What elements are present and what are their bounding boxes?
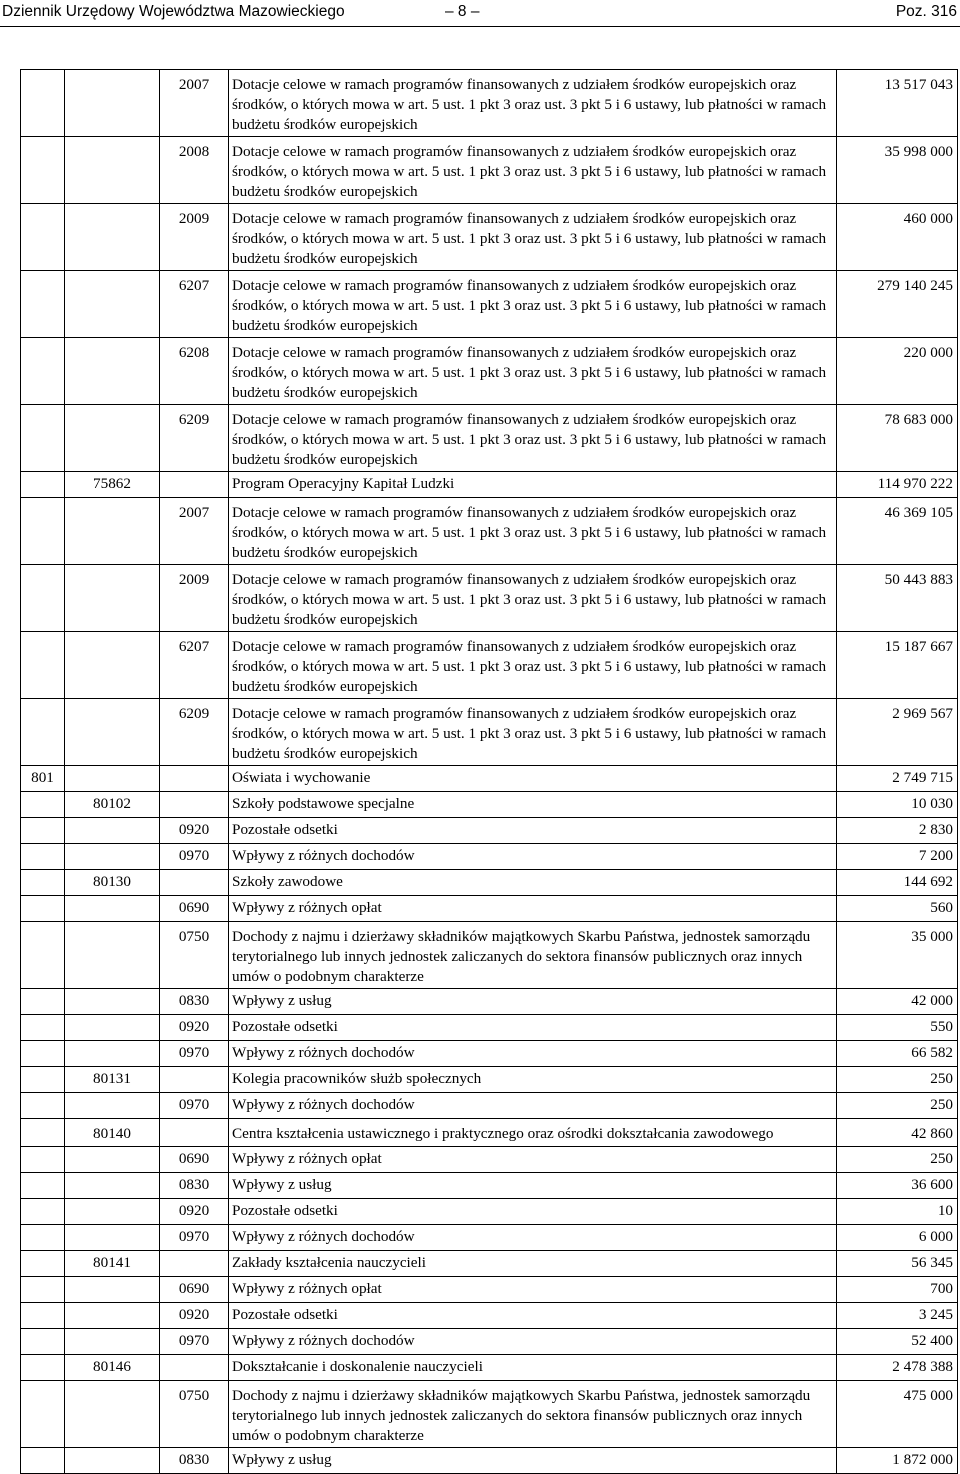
rozdzial-cell <box>65 498 160 565</box>
amount-cell: 10 030 <box>837 792 958 818</box>
description-cell: Dokształcanie i doskonalenie nauczycieli <box>229 1355 837 1381</box>
amount-cell: 220 000 <box>837 338 958 405</box>
dzial-cell <box>21 870 65 896</box>
amount-cell: 2 749 715 <box>837 766 958 792</box>
rozdzial-cell <box>65 1147 160 1173</box>
amount-cell: 52 400 <box>837 1329 958 1355</box>
dzial-cell <box>21 70 65 137</box>
description-cell: Wpływy z różnych dochodów <box>229 1041 837 1067</box>
table-row <box>21 1448 958 1474</box>
dzial-cell <box>21 405 65 472</box>
description-cell: Dotacje celowe w ramach programów finansowanych z udziałem środków europejskich oraz środków, o których mowa w art. 5 ust. 1 pkt 3 oraz ust. 3 pkt 5 i 6 ustawy, lub płatności w ramach budżetu środków europejskich <box>229 271 837 338</box>
table-row <box>21 632 958 699</box>
rozdzial-cell <box>65 405 160 472</box>
description-cell: Dotacje celowe w ramach programów finansowanych z udziałem środków europejskich oraz środków, o których mowa w art. 5 ust. 1 pkt 3 oraz ust. 3 pkt 5 i 6 ustawy, lub płatności w ramach budżetu środków europejskich <box>229 338 837 405</box>
amount-cell: 15 187 667 <box>837 632 958 699</box>
table-row <box>21 498 958 565</box>
rozdzial-cell <box>65 896 160 922</box>
rozdzial-cell <box>65 204 160 271</box>
paragraf-cell <box>160 792 229 818</box>
amount-cell: 250 <box>837 1147 958 1173</box>
rozdzial-cell <box>65 844 160 870</box>
rozdzial-cell <box>65 989 160 1015</box>
dzial-cell <box>21 1251 65 1277</box>
dzial-cell <box>21 699 65 766</box>
table-row <box>21 271 958 338</box>
amount-cell: 7 200 <box>837 844 958 870</box>
rozdzial-cell: 80141 <box>65 1251 160 1277</box>
amount-cell: 460 000 <box>837 204 958 271</box>
paragraf-cell: 0920 <box>160 1015 229 1041</box>
table-row <box>21 137 958 204</box>
dzial-cell <box>21 1041 65 1067</box>
dzial-cell <box>21 472 65 498</box>
dzial-cell <box>21 137 65 204</box>
dzial-cell <box>21 1067 65 1093</box>
table-row <box>21 699 958 766</box>
amount-cell: 66 582 <box>837 1041 958 1067</box>
description-cell: Centra kształcenia ustawicznego i praktycznego oraz ośrodki dokształcania zawodowego <box>229 1119 837 1147</box>
description-cell: Wpływy z różnych dochodów <box>229 844 837 870</box>
description-cell: Program Operacyjny Kapitał Ludzki <box>229 472 837 498</box>
amount-cell: 42 860 <box>837 1119 958 1147</box>
dzial-cell <box>21 1093 65 1119</box>
table-row <box>21 844 958 870</box>
rozdzial-cell <box>65 271 160 338</box>
amount-cell: 114 970 222 <box>837 472 958 498</box>
rozdzial-cell: 75862 <box>65 472 160 498</box>
description-cell: Wpływy z różnych opłat <box>229 896 837 922</box>
table-row <box>21 1173 958 1199</box>
table-row <box>21 870 958 896</box>
amount-cell: 2 969 567 <box>837 699 958 766</box>
table-row <box>21 989 958 1015</box>
description-cell: Dochody z najmu i dzierżawy składników majątkowych Skarbu Państwa, jednostek samorządu terytorialnego lub innych jednostek zaliczanych do sektora finansów publicznych oraz innych umów o podobnym charakterze <box>229 1381 837 1448</box>
dzial-cell <box>21 989 65 1015</box>
paragraf-cell: 0830 <box>160 989 229 1015</box>
dzial-cell <box>21 1119 65 1147</box>
dzial-cell <box>21 922 65 989</box>
amount-cell: 1 872 000 <box>837 1448 958 1474</box>
description-cell: Dotacje celowe w ramach programów finansowanych z udziałem środków europejskich oraz środków, o których mowa w art. 5 ust. 1 pkt 3 oraz ust. 3 pkt 5 i 6 ustawy, lub płatności w ramach budżetu środków europejskich <box>229 405 837 472</box>
description-cell: Wpływy z usług <box>229 1173 837 1199</box>
paragraf-cell: 0920 <box>160 1199 229 1225</box>
amount-cell: 10 <box>837 1199 958 1225</box>
paragraf-cell: 0920 <box>160 818 229 844</box>
rozdzial-cell <box>65 632 160 699</box>
dzial-cell <box>21 338 65 405</box>
table-row <box>21 1303 958 1329</box>
description-cell: Dotacje celowe w ramach programów finansowanych z udziałem środków europejskich oraz środków, o których mowa w art. 5 ust. 1 pkt 3 oraz ust. 3 pkt 5 i 6 ustawy, lub płatności w ramach budżetu środków europejskich <box>229 565 837 632</box>
table-row <box>21 1277 958 1303</box>
amount-cell: 700 <box>837 1277 958 1303</box>
description-cell: Dotacje celowe w ramach programów finansowanych z udziałem środków europejskich oraz środków, o których mowa w art. 5 ust. 1 pkt 3 oraz ust. 3 pkt 5 i 6 ustawy, lub płatności w ramach budżetu środków europejskich <box>229 204 837 271</box>
dzial-cell <box>21 1448 65 1474</box>
paragraf-cell <box>160 1067 229 1093</box>
description-cell: Dotacje celowe w ramach programów finansowanych z udziałem środków europejskich oraz środków, o których mowa w art. 5 ust. 1 pkt 3 oraz ust. 3 pkt 5 i 6 ustawy, lub płatności w ramach budżetu środków europejskich <box>229 632 837 699</box>
rozdzial-cell <box>65 818 160 844</box>
dzial-cell <box>21 1303 65 1329</box>
paragraf-cell: 6207 <box>160 271 229 338</box>
budget-table <box>20 69 958 1474</box>
description-cell: Dotacje celowe w ramach programów finansowanych z udziałem środków europejskich oraz środków, o których mowa w art. 5 ust. 1 pkt 3 oraz ust. 3 pkt 5 i 6 ustawy, lub płatności w ramach budżetu środków europejskich <box>229 498 837 565</box>
rozdzial-cell <box>65 1277 160 1303</box>
table-row <box>21 1093 958 1119</box>
table-row <box>21 792 958 818</box>
amount-cell: 2 830 <box>837 818 958 844</box>
table-row <box>21 70 958 137</box>
description-cell: Szkoły podstawowe specjalne <box>229 792 837 818</box>
amount-cell: 550 <box>837 1015 958 1041</box>
paragraf-cell: 0830 <box>160 1173 229 1199</box>
table-row <box>21 565 958 632</box>
dzial-cell <box>21 818 65 844</box>
amount-cell: 50 443 883 <box>837 565 958 632</box>
paragraf-cell: 6208 <box>160 338 229 405</box>
description-cell: Wpływy z różnych dochodów <box>229 1329 837 1355</box>
amount-cell: 250 <box>837 1067 958 1093</box>
amount-cell: 6 000 <box>837 1225 958 1251</box>
dzial-cell <box>21 792 65 818</box>
table-row <box>21 1251 958 1277</box>
paragraf-cell: 0970 <box>160 1093 229 1119</box>
amount-cell: 475 000 <box>837 1381 958 1448</box>
amount-cell: 279 140 245 <box>837 271 958 338</box>
dzial-cell <box>21 1199 65 1225</box>
rozdzial-cell <box>65 137 160 204</box>
rozdzial-cell <box>65 1381 160 1448</box>
dzial-cell <box>21 1015 65 1041</box>
table-row <box>21 1329 958 1355</box>
paragraf-cell: 0970 <box>160 1225 229 1251</box>
amount-cell: 56 345 <box>837 1251 958 1277</box>
paragraf-cell <box>160 472 229 498</box>
rozdzial-cell: 80146 <box>65 1355 160 1381</box>
table-row <box>21 204 958 271</box>
table-row <box>21 1381 958 1448</box>
paragraf-cell: 0690 <box>160 896 229 922</box>
description-cell: Wpływy z usług <box>229 1448 837 1474</box>
budget-table-body <box>21 70 958 1474</box>
dzial-cell <box>21 498 65 565</box>
description-cell: Szkoły zawodowe <box>229 870 837 896</box>
position-number: Poz. 316 <box>895 3 957 20</box>
paragraf-cell: 0970 <box>160 1041 229 1067</box>
rozdzial-cell: 80130 <box>65 870 160 896</box>
amount-cell: 35 000 <box>837 922 958 989</box>
description-cell: Pozostałe odsetki <box>229 818 837 844</box>
paragraf-cell: 0690 <box>160 1277 229 1303</box>
rozdzial-cell <box>65 1093 160 1119</box>
dzial-cell <box>21 1225 65 1251</box>
amount-cell: 2 478 388 <box>837 1355 958 1381</box>
table-row <box>21 1225 958 1251</box>
amount-cell: 144 692 <box>837 870 958 896</box>
amount-cell: 42 000 <box>837 989 958 1015</box>
dzial-cell <box>21 565 65 632</box>
table-row <box>21 1199 958 1225</box>
description-cell: Zakłady kształcenia nauczycieli <box>229 1251 837 1277</box>
rozdzial-cell <box>65 1448 160 1474</box>
rozdzial-cell <box>65 1329 160 1355</box>
table-row <box>21 1355 958 1381</box>
rozdzial-cell <box>65 1225 160 1251</box>
paragraf-cell: 0920 <box>160 1303 229 1329</box>
rozdzial-cell <box>65 1015 160 1041</box>
rozdzial-cell: 80102 <box>65 792 160 818</box>
amount-cell: 35 998 000 <box>837 137 958 204</box>
table-row <box>21 1147 958 1173</box>
rozdzial-cell <box>65 699 160 766</box>
amount-cell: 3 245 <box>837 1303 958 1329</box>
dzial-cell <box>21 1173 65 1199</box>
description-cell: Wpływy z usług <box>229 989 837 1015</box>
rozdzial-cell: 80140 <box>65 1119 160 1147</box>
description-cell: Wpływy z różnych opłat <box>229 1147 837 1173</box>
dzial-cell <box>21 204 65 271</box>
description-cell: Wpływy z różnych dochodów <box>229 1225 837 1251</box>
dzial-cell <box>21 632 65 699</box>
dzial-cell <box>21 1355 65 1381</box>
description-cell: Dotacje celowe w ramach programów finansowanych z udziałem środków europejskich oraz środków, o których mowa w art. 5 ust. 1 pkt 3 oraz ust. 3 pkt 5 i 6 ustawy, lub płatności w ramach budżetu środków europejskich <box>229 70 837 137</box>
paragraf-cell <box>160 870 229 896</box>
paragraf-cell: 6209 <box>160 699 229 766</box>
dzial-cell <box>21 1329 65 1355</box>
rozdzial-cell <box>65 565 160 632</box>
table-row <box>21 1015 958 1041</box>
paragraf-cell: 0750 <box>160 922 229 989</box>
description-cell: Kolegia pracowników służb społecznych <box>229 1067 837 1093</box>
page-header <box>0 0 960 27</box>
table-row <box>21 338 958 405</box>
amount-cell: 36 600 <box>837 1173 958 1199</box>
amount-cell: 13 517 043 <box>837 70 958 137</box>
rozdzial-cell <box>65 1041 160 1067</box>
description-cell: Pozostałe odsetki <box>229 1199 837 1225</box>
paragraf-cell: 0970 <box>160 1329 229 1355</box>
table-row <box>21 1119 958 1147</box>
table-row <box>21 922 958 989</box>
paragraf-cell: 2008 <box>160 137 229 204</box>
table-row <box>21 766 958 792</box>
paragraf-cell <box>160 766 229 792</box>
rozdzial-cell <box>65 766 160 792</box>
paragraf-cell: 0830 <box>160 1448 229 1474</box>
dzial-cell <box>21 271 65 338</box>
table-row <box>21 405 958 472</box>
dzial-cell <box>21 844 65 870</box>
paragraf-cell: 0750 <box>160 1381 229 1448</box>
amount-cell: 560 <box>837 896 958 922</box>
paragraf-cell <box>160 1355 229 1381</box>
rozdzial-cell <box>65 1199 160 1225</box>
description-cell: Pozostałe odsetki <box>229 1015 837 1041</box>
description-cell: Dochody z najmu i dzierżawy składników majątkowych Skarbu Państwa, jednostek samorządu terytorialnego lub innych jednostek zaliczanych do sektora finansów publicznych oraz innych umów o podobnym charakterze <box>229 922 837 989</box>
dzial-cell <box>21 896 65 922</box>
description-cell: Dotacje celowe w ramach programów finansowanych z udziałem środków europejskich oraz środków, o których mowa w art. 5 ust. 1 pkt 3 oraz ust. 3 pkt 5 i 6 ustawy, lub płatności w ramach budżetu środków europejskich <box>229 699 837 766</box>
table-row <box>21 1041 958 1067</box>
rozdzial-cell <box>65 338 160 405</box>
paragraf-cell: 0970 <box>160 844 229 870</box>
table-row <box>21 896 958 922</box>
rozdzial-cell <box>65 1173 160 1199</box>
dzial-cell <box>21 1147 65 1173</box>
journal-title: Dziennik Urzędowy Województwa Mazowieckiego <box>2 3 345 20</box>
rozdzial-cell <box>65 922 160 989</box>
paragraf-cell <box>160 1119 229 1147</box>
paragraf-cell: 2007 <box>160 70 229 137</box>
description-cell: Dotacje celowe w ramach programów finansowanych z udziałem środków europejskich oraz środków, o których mowa w art. 5 ust. 1 pkt 3 oraz ust. 3 pkt 5 i 6 ustawy, lub płatności w ramach budżetu środków europejskich <box>229 137 837 204</box>
amount-cell: 78 683 000 <box>837 405 958 472</box>
paragraf-cell: 2009 <box>160 204 229 271</box>
paragraf-cell: 2007 <box>160 498 229 565</box>
rozdzial-cell <box>65 70 160 137</box>
paragraf-cell: 6207 <box>160 632 229 699</box>
table-row <box>21 1067 958 1093</box>
table-row <box>21 818 958 844</box>
description-cell: Wpływy z różnych opłat <box>229 1277 837 1303</box>
dzial-cell: 801 <box>21 766 65 792</box>
amount-cell: 46 369 105 <box>837 498 958 565</box>
page-number: – 8 – <box>445 3 480 20</box>
description-cell: Pozostałe odsetki <box>229 1303 837 1329</box>
paragraf-cell: 2009 <box>160 565 229 632</box>
dzial-cell <box>21 1381 65 1448</box>
rozdzial-cell <box>65 1303 160 1329</box>
paragraf-cell: 0690 <box>160 1147 229 1173</box>
table-row <box>21 472 958 498</box>
paragraf-cell <box>160 1251 229 1277</box>
amount-cell: 250 <box>837 1093 958 1119</box>
paragraf-cell: 6209 <box>160 405 229 472</box>
dzial-cell <box>21 1277 65 1303</box>
description-cell: Wpływy z różnych dochodów <box>229 1093 837 1119</box>
description-cell: Oświata i wychowanie <box>229 766 837 792</box>
rozdzial-cell: 80131 <box>65 1067 160 1093</box>
